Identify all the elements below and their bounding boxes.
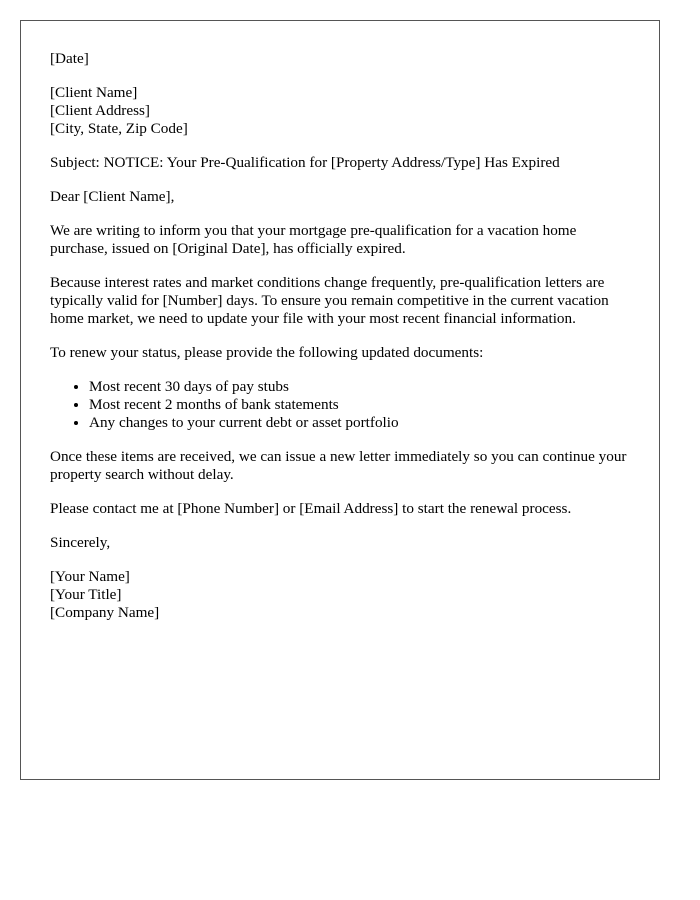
body-paragraph-validity: Because interest rates and market conditions change frequently, pre-qualification letters are typically valid for [Number] days. To ensure you remain competitive in the current vacation home market, we need to update your file with your most recent financial information. [50, 274, 609, 327]
subject-line: Subject: NOTICE: Your Pre-Qualification for [Property Address/Type] Has Expired [50, 154, 560, 171]
letter-date: [Date] [50, 50, 89, 67]
list-item-debt-asset-changes: • Any changes to your current debt or asset portfolio [89, 414, 630, 432]
body-paragraph-contact: Please contact me at [Phone Number] or [Email Address] to start the renewal process. [50, 500, 572, 517]
list-item-pay-stubs: • Most recent 30 days of pay stubs [89, 378, 630, 396]
body-paragraph-next-steps: Once these items are received, we can issue a new letter immediately so you can continue your property search without delay. [50, 448, 627, 483]
recipient-city-state-zip: [City, State, Zip Code] [50, 120, 188, 137]
list-item-bank-statements: • Most recent 2 months of bank statements [89, 396, 630, 414]
signer-name: [Your Name] [50, 568, 130, 585]
body-paragraph-expiration: We are writing to inform you that your mortgage pre-qualification for a vacation home purchase, issued on [Original Date], has officially expired. [50, 222, 577, 257]
body-paragraph-renewal-request: To renew your status, please provide the following updated documents: [50, 344, 484, 361]
letter-page [20, 20, 660, 780]
recipient-address-block [50, 84, 630, 138]
closing: Sincerely, [50, 534, 111, 551]
signer-company: [Company Name] [50, 604, 160, 621]
salutation: Dear [Client Name], [50, 188, 175, 205]
required-documents-list [50, 378, 630, 432]
letter-date-block [50, 50, 630, 68]
recipient-name: [Client Name] [50, 84, 138, 101]
signer-title: [Your Title] [50, 586, 122, 603]
recipient-address: [Client Address] [50, 102, 150, 119]
signature-block [50, 568, 630, 622]
